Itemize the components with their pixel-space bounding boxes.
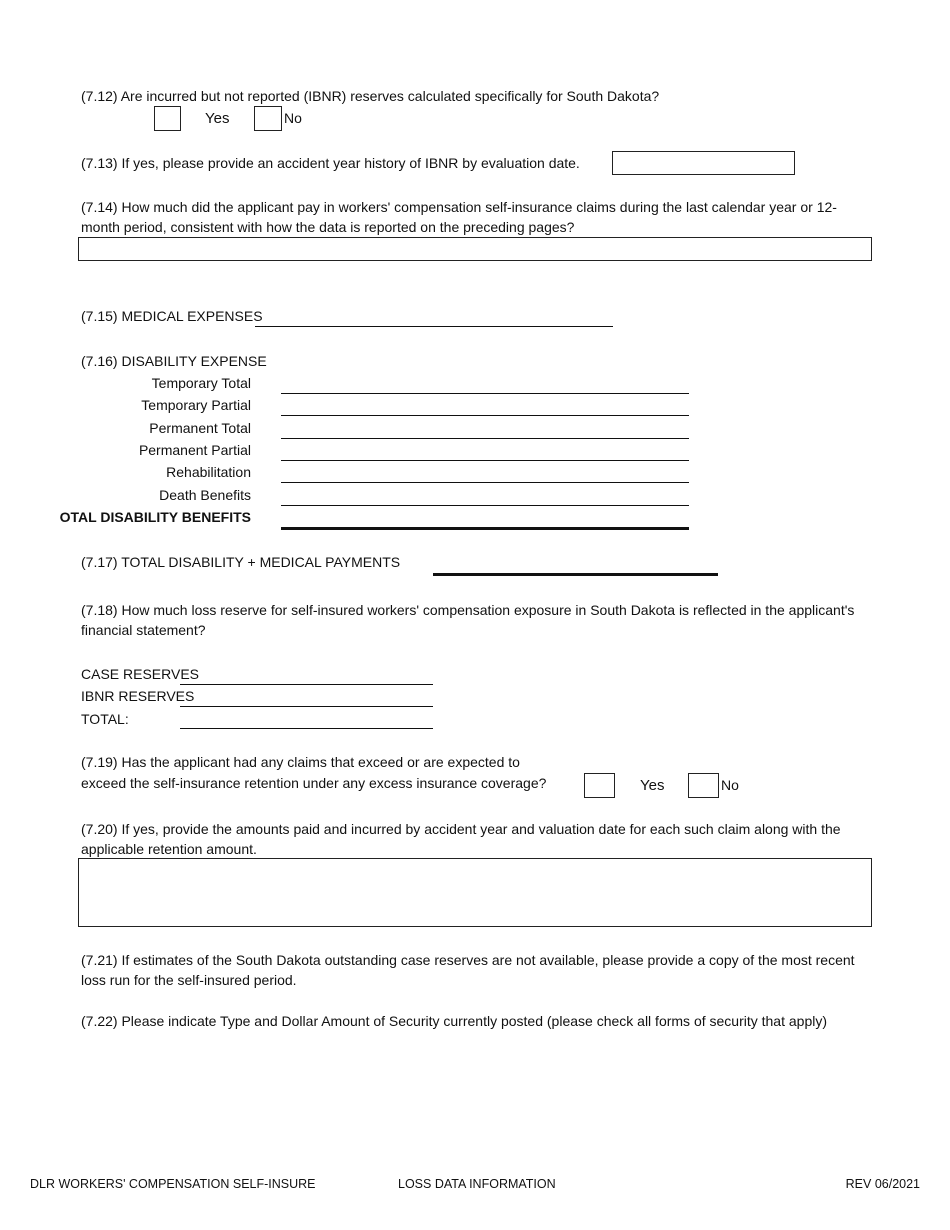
q716-text: (7.16) DISABILITY EXPENSE — [81, 353, 267, 369]
footer-revision: REV 06/2021 — [845, 1177, 920, 1191]
rehabilitation-line[interactable] — [281, 482, 689, 483]
death-benefits-label: Death Benefits — [159, 487, 251, 503]
q719-line2: exceed the self-insurance retention under any excess insurance coverage? — [81, 775, 547, 791]
temporary-partial-label: Temporary Partial — [141, 397, 251, 413]
rehabilitation-label: Rehabilitation — [166, 464, 251, 480]
death-benefits-line[interactable] — [281, 505, 689, 506]
q722-text: (7.22) Please indicate Type and Dollar Amount of Security currently posted (please check all forms of security that apply) — [81, 1013, 827, 1029]
permanent-partial-label: Permanent Partial — [138, 442, 251, 458]
reserves-total-line[interactable] — [180, 728, 433, 729]
temporary-total-label: Temporary Total — [151, 375, 251, 391]
q714-claims-paid-field[interactable] — [78, 237, 872, 261]
q720-text: (7.20) If yes, provide the amounts paid and incurred by accident year and valuation date for each such claim along with the applicable retention amount. — [81, 821, 841, 857]
permanent-total-label: Permanent Total — [149, 420, 251, 436]
q715-text: (7.15) MEDICAL EXPENSES — [81, 308, 263, 324]
permanent-total-line[interactable] — [281, 438, 689, 439]
q712-yes-checkbox[interactable] — [154, 106, 181, 131]
ibnr-reserves-label: IBNR RESERVES — [81, 688, 195, 704]
temporary-total-line[interactable] — [281, 393, 689, 394]
q719-no-label: No — [721, 777, 739, 793]
q720-claims-detail-field[interactable] — [78, 858, 872, 927]
q713-ibnr-history-field[interactable] — [612, 151, 795, 175]
q712-no-label: No — [284, 110, 302, 126]
case-reserves-line[interactable] — [180, 684, 433, 685]
q719-line1: (7.19) Has the applicant had any claims that exceed or are expected to — [81, 754, 520, 770]
q719-no-checkbox[interactable] — [688, 773, 719, 798]
q713-text: (7.13) If yes, please provide an accident year history of IBNR by evaluation date. — [81, 155, 580, 171]
total-disability-benefits-line[interactable] — [281, 527, 689, 530]
permanent-partial-line[interactable] — [281, 460, 689, 461]
total-disability-medical-line[interactable] — [433, 573, 718, 576]
q712-no-checkbox[interactable] — [254, 106, 282, 131]
reserves-total-label: TOTAL: — [81, 711, 129, 727]
ibnr-reserves-line[interactable] — [180, 706, 433, 707]
case-reserves-label: CASE RESERVES — [81, 666, 200, 682]
q721-text: (7.21) If estimates of the South Dakota outstanding case reserves are not available, please provide a copy of the most recent loss run for the self-insured period. — [81, 952, 855, 988]
total-disability-benefits-label: OTAL DISABILITY BENEFITS — [59, 509, 251, 525]
footer-section-title: LOSS DATA INFORMATION — [398, 1177, 556, 1191]
q712-text: (7.12) Are incurred but not reported (IBNR) reserves calculated specifically for South Dakota? — [81, 88, 660, 104]
q718-text: (7.18) How much loss reserve for self-insured workers' compensation exposure in South Dakota is reflected in the applicant's financial statement? — [81, 602, 855, 638]
medical-expenses-line[interactable] — [255, 326, 613, 327]
q712-yes-label: Yes — [205, 110, 230, 127]
q714-text: (7.14) How much did the applicant pay in workers' compensation self-insurance claims during the last calendar year or 12-month period, consistent with how the data is reported on the preceding pages? — [81, 199, 837, 235]
q717-text: (7.17) TOTAL DISABILITY + MEDICAL PAYMENTS — [81, 554, 401, 570]
temporary-partial-line[interactable] — [281, 415, 689, 416]
q719-yes-checkbox[interactable] — [584, 773, 615, 798]
q719-yes-label: Yes — [640, 777, 665, 794]
footer-form-name: DLR WORKERS' COMPENSATION SELF-INSURE — [30, 1177, 316, 1191]
